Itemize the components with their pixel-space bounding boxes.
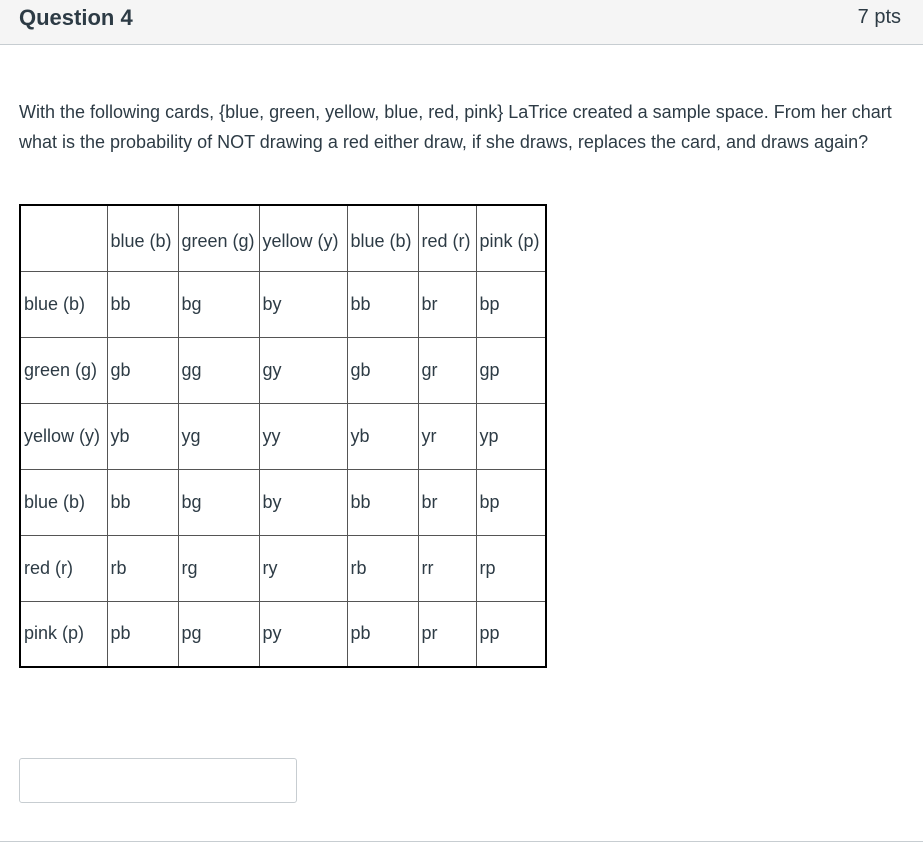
column-header: pink (p) — [476, 205, 546, 271]
table-row — [20, 469, 546, 535]
table-cell: yr — [418, 403, 476, 469]
table-row — [20, 271, 546, 337]
table-cell: gr — [418, 337, 476, 403]
table-cell: br — [418, 469, 476, 535]
table-cell: yy — [259, 403, 347, 469]
table-cell: gb — [347, 337, 418, 403]
table-cell: gp — [476, 337, 546, 403]
table-cell: bb — [347, 469, 418, 535]
table-cell: br — [418, 271, 476, 337]
table-cell: bb — [347, 271, 418, 337]
table-corner-cell — [20, 205, 107, 271]
table-cell: by — [259, 469, 347, 535]
question-title: Question 4 — [19, 5, 133, 30]
table-cell: rb — [347, 535, 418, 601]
table-cell: pr — [418, 601, 476, 667]
table-cell: bg — [178, 271, 259, 337]
row-header: blue (b) — [20, 469, 107, 535]
table-cell: bb — [107, 469, 178, 535]
row-header: blue (b) — [20, 271, 107, 337]
column-header: green (g) — [178, 205, 259, 271]
table-cell: bp — [476, 469, 546, 535]
table-cell: by — [259, 271, 347, 337]
table-cell: pb — [107, 601, 178, 667]
footer-divider — [0, 841, 923, 842]
table-cell: yb — [107, 403, 178, 469]
table-cell: yg — [178, 403, 259, 469]
table-cell: pp — [476, 601, 546, 667]
row-header: pink (p) — [20, 601, 107, 667]
table-cell: yp — [476, 403, 546, 469]
question-points: 7 pts — [857, 6, 901, 28]
table-cell: gb — [107, 337, 178, 403]
question-text: With the following cards, {blue, green, yellow, blue, red, pink} LaTrice created a sample space. From her chart what is the probability of NOT drawing a red either draw, if she draws, replaces the card, and draws again? — [19, 102, 892, 152]
table-row — [20, 403, 546, 469]
table-cell: rp — [476, 535, 546, 601]
table-cell: pg — [178, 601, 259, 667]
column-header: blue (b) — [347, 205, 418, 271]
table-cell: bb — [107, 271, 178, 337]
table-cell: ry — [259, 535, 347, 601]
table-cell: pb — [347, 601, 418, 667]
sample-space-table — [19, 204, 547, 668]
table-row — [20, 601, 546, 667]
table-cell: yb — [347, 403, 418, 469]
row-header: yellow (y) — [20, 403, 107, 469]
column-header: blue (b) — [107, 205, 178, 271]
table-cell: gg — [178, 337, 259, 403]
table-cell: bp — [476, 271, 546, 337]
row-header: green (g) — [20, 337, 107, 403]
table-cell: rr — [418, 535, 476, 601]
table-cell: bg — [178, 469, 259, 535]
table-cell: rg — [178, 535, 259, 601]
question-header — [0, 0, 923, 45]
table-cell: gy — [259, 337, 347, 403]
table-row — [20, 337, 546, 403]
column-header: red (r) — [418, 205, 476, 271]
table-header-row — [20, 205, 546, 271]
row-header: red (r) — [20, 535, 107, 601]
table-cell: py — [259, 601, 347, 667]
column-header: yellow (y) — [259, 205, 347, 271]
table-cell: rb — [107, 535, 178, 601]
answer-input[interactable] — [19, 758, 297, 803]
table-row — [20, 535, 546, 601]
